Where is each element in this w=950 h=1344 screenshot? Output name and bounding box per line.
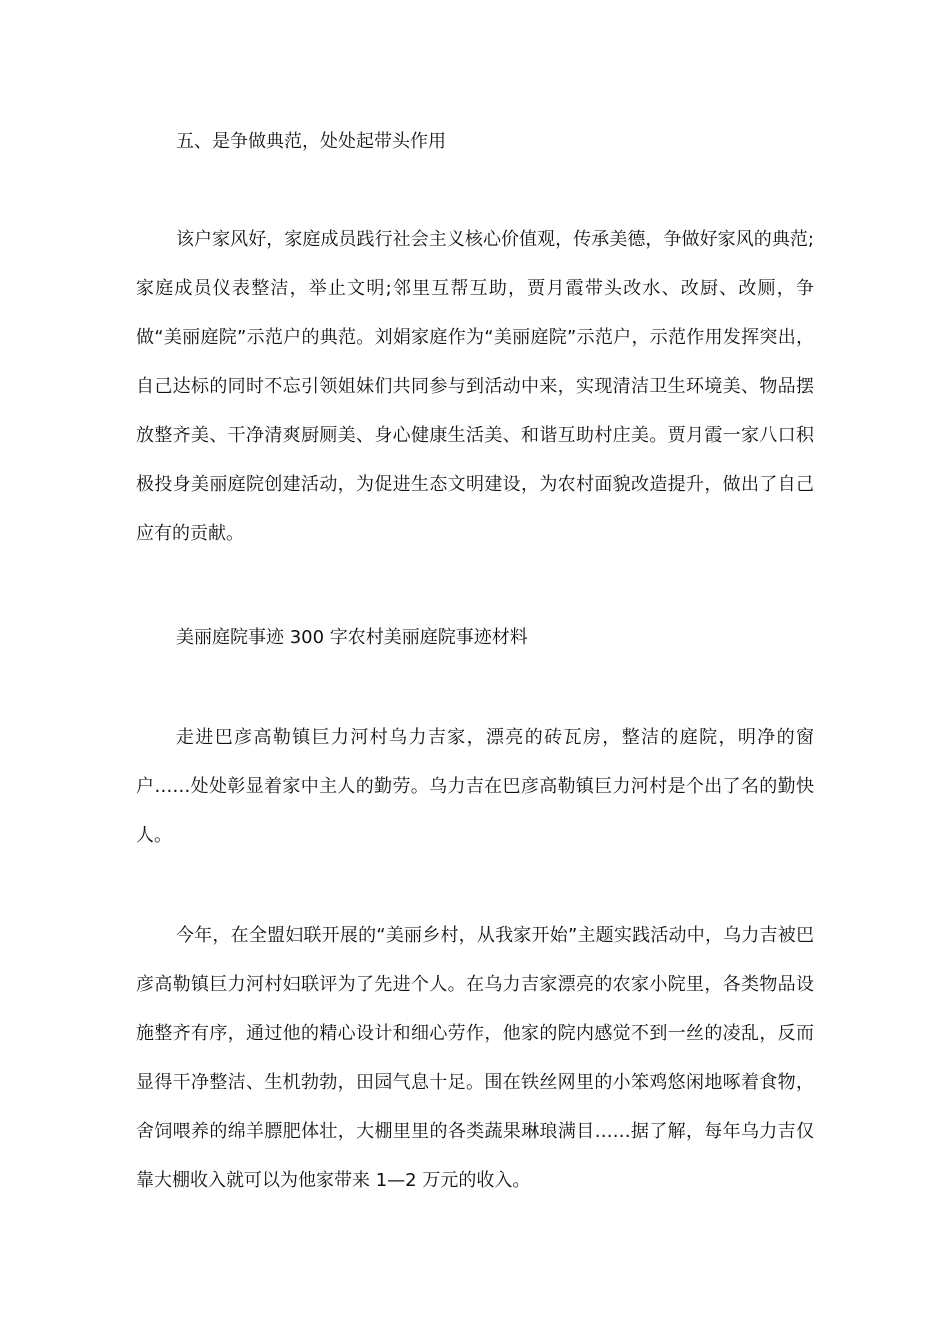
section-heading: 五、是争做典范，处处起带头作用 bbox=[176, 131, 446, 152]
paragraph-family-style: 该户家风好，家庭成员践行社会主义核心价值观，传承美德，争做好家风的典范;家庭成员仪表整洁，举止文明;邻里互帮互助，贾月霞带头改水、改厨、改厕，争做“美丽庭院”示范户的典范。刘娟家庭作为“美丽庭院”示范户，示范作用发挥突出，自己达标的同时不忘引领姐妹们共同参与到活动中来，实现清洁卫生环境美、物品摆放整齐美、干净清爽厨厕美、身心健康生活美、和谐互助村庄美。贾月霞一家八口积极投身美丽庭院创建活动，为促进生态文明建设，为农村面貌改造提升，做出了自己应有的贡献。 bbox=[136, 229, 814, 544]
article-title: 美丽庭院事迹 300 字农村美丽庭院事迹材料 bbox=[176, 627, 528, 648]
paragraph-intro: 走进巴彦高勒镇巨力河村乌力吉家，漂亮的砖瓦房，整洁的庭院，明净的窗户……处处彰显着家中主人的勤劳。乌力吉在巴彦高勒镇巨力河村是个出了名的勤快人。 bbox=[136, 727, 814, 846]
paragraph-activity: 今年，在全盟妇联开展的“美丽乡村，从我家开始”主题实践活动中，乌力吉被巴彦高勒镇巨力河村妇联评为了先进个人。在乌力吉家漂亮的农家小院里，各类物品设施整齐有序，通过他的精心设计和细心劳作，他家的院内感觉不到一丝的凌乱，反而显得干净整洁、生机勃勃，田园气息十足。围在铁丝网里的小笨鸡悠闲地啄着食物，舍饲喂养的绵羊膘肥体壮，大棚里里的各类蔬果琳琅满目……据了解，每年乌力吉仅靠大棚收入就可以为他家带来 1—2 万元的收入。 bbox=[136, 925, 814, 1191]
